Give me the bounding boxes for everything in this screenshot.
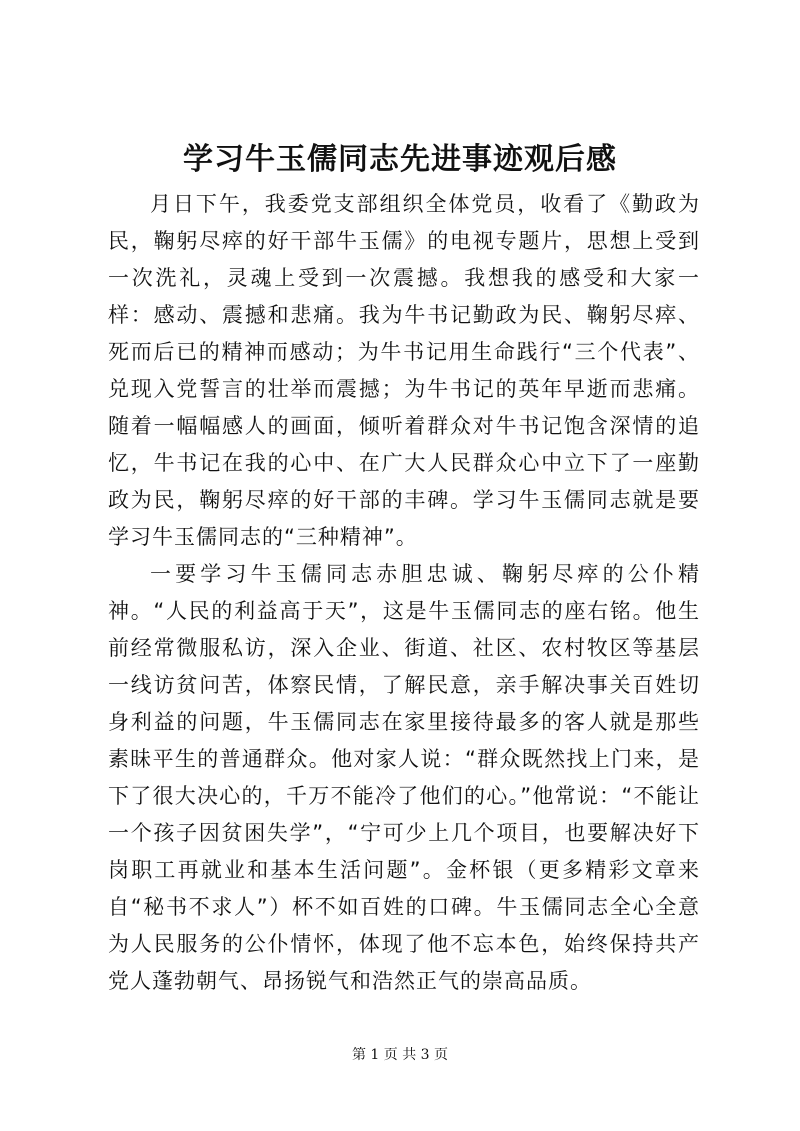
document-title: 学习牛玉儒同志先进事迹观后感 — [183, 142, 617, 177]
page-footer: 第 1 页 共 3 页 — [351, 1047, 449, 1063]
paragraph-2: 一要学习牛玉儒同志赤胆忠诚、鞠躬尽瘁的公仆精神。“人民的利益高于天”，这是牛玉儒同志的座右铭。他生前经常微服私访，深入企业、街道、社区、农村牧区等基层一线访贫问苦，体察民情，了解民意，亲手解决事关百姓切身利益的问题，牛玉儒同志在家里接待最多的客人就是那些素昧平生的普通群众。他对家人说：“群众既然找上门来，是下了很大决心的，千万不能冷了他们的心。”他常说：“不能让一个孩子因贫困失学”，“宁可少上几个项目，也要解决好下岗职工再就业和基本生活问题”。金杯银（更多精彩文章来自“秘书不求人”）杯不如百姓的口碑。牛玉儒同志全心全意为人民服务的公仆情怀，体现了他不忘本色，始终保持共产党人蓬勃朝气、昂扬锐气和浩然正气的崇高品质。 — [108, 562, 700, 993]
document-body — [108, 186, 700, 1000]
paragraph-1: 月日下午，我委党支部组织全体党员，收看了《勤政为民，鞠躬尽瘁的好干部牛玉儒》的电视专题片，思想上受到一次洗礼，灵魂上受到一次震撼。我想我的感受和大家一样：感动、震撼和悲痛。我为牛书记勤政为民、鞠躬尽瘁、死而后已的精神而感动；为牛书记用生命践行“三个代表”、兑现入党誓言的壮举而震撼；为牛书记的英年早逝而悲痛。随着一幅幅感人的画面，倾听着群众对牛书记饱含深情的追忆，牛书记在我的心中、在广大人民群众心中立下了一座勤政为民，鞠躬尽瘁的好干部的丰碑。学习牛玉儒同志就是要学习牛玉儒同志的“三种精神”。 — [108, 192, 700, 549]
